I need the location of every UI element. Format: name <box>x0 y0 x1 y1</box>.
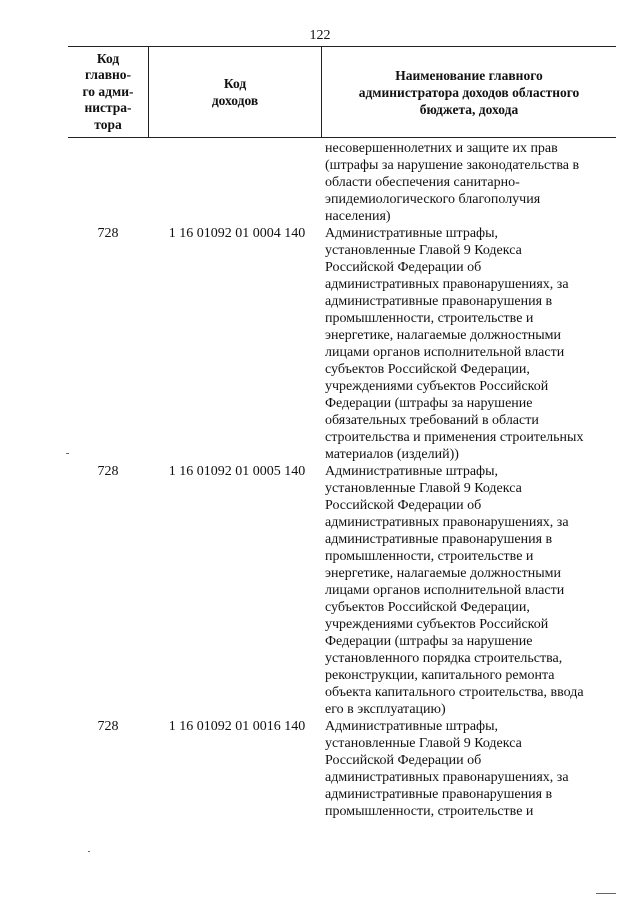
income-code-cell: 1 16 01092 01 0004 140 <box>168 226 306 241</box>
scan-speck <box>66 453 69 454</box>
table-header <box>68 46 616 138</box>
page-number: 122 <box>309 28 331 43</box>
table-row <box>68 463 616 718</box>
table-body <box>68 140 616 820</box>
header-name <box>322 47 616 137</box>
admin-code-cell: 728 <box>97 719 119 734</box>
income-code-cell: 1 16 01092 01 0016 140 <box>168 719 306 734</box>
continuation-text: несовершеннолетних и защите их прав (штрафы за нарушение законодательства в области обеспечения санитарно- эпидемиологического благополучия населения) <box>325 141 580 224</box>
name-cell: Административные штрафы, установленные Главой 9 Кодекса Российской Федерации об административных правонарушениях, за административные правонарушения в промышленности, строительстве и энергетике, налагаемые должностными лицами органов исполнительной власти субъектов Российской Федерации, учреждениями субъектов Российской Федерации (штрафы за нарушение установленного порядка строительства, реконструкции, капитального ремонта объекта капитального строительства, ввода его в эксплуатацию) <box>325 464 584 717</box>
header-income-code <box>149 47 322 137</box>
name-cell: Административные штрафы, установленные Главой 9 Кодекса Российской Федерации об административных правонарушениях, за административные правонарушения в промышленности, строительстве и <box>325 719 569 819</box>
table-row <box>68 718 616 820</box>
header-admin-code-label: Код главно- го адми- нистра- тора <box>82 50 134 132</box>
header-income-code-label: Код доходов <box>211 76 259 108</box>
header-admin-code <box>68 47 149 137</box>
scan-edge-mark <box>596 893 616 894</box>
scan-speck <box>88 851 90 852</box>
header-name-label: Наименование главного администратора доходов областного бюджета, дохода <box>358 67 580 117</box>
name-cell: Административные штрафы, установленные Главой 9 Кодекса Российской Федерации об административных правонарушениях, за административные правонарушения в промышленности, строительстве и энергетике, налагаемые должностными лицами органов исполнительной власти субъектов Российской Федерации, учреждениями субъектов Российской Федерации (штрафы за нарушение обязательных требований в области строительства и применения строительных материалов (изделий)) <box>325 226 584 462</box>
continuation-row <box>68 140 616 225</box>
table-row <box>68 225 616 463</box>
admin-code-cell: 728 <box>97 464 119 479</box>
admin-code-cell: 728 <box>97 226 119 241</box>
income-code-cell: 1 16 01092 01 0005 140 <box>168 464 306 479</box>
